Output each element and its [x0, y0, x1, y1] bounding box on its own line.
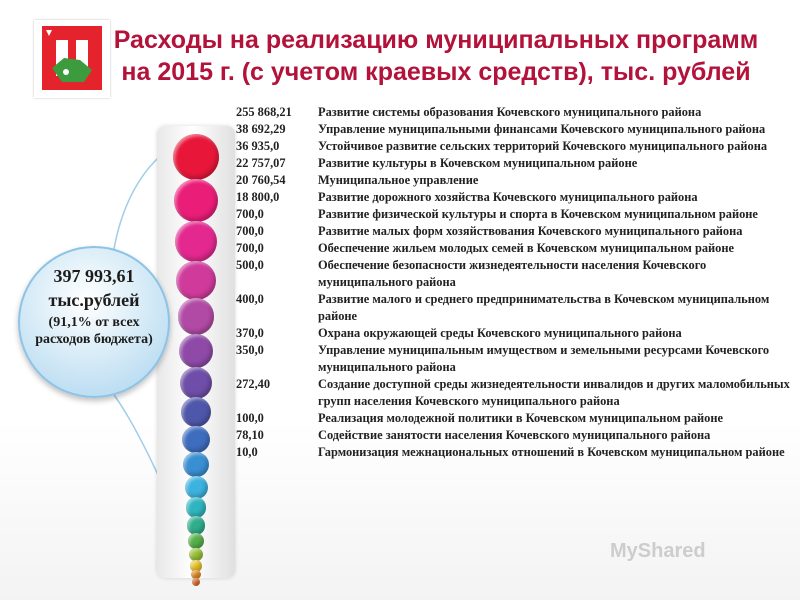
scale-dot — [187, 516, 205, 534]
program-name: Развитие дорожного хозяйства Кочевского муниципального района — [318, 190, 698, 204]
program-value: 255 868,21 — [236, 105, 292, 119]
program-name: Развитие физической культуры и спорта в Кочевском муниципальном районе — [318, 207, 758, 221]
program-row — [236, 223, 792, 240]
program-row — [236, 138, 792, 155]
scale-dot — [183, 452, 208, 477]
program-row — [236, 376, 792, 410]
summary-share: (91,1% от всех расходов бюджета) — [35, 315, 153, 347]
program-value: 700,0 — [236, 207, 264, 221]
program-value: 36 935,0 — [236, 139, 280, 153]
program-value: 38 692,29 — [236, 122, 286, 136]
scale-dot — [181, 397, 211, 427]
program-value: 700,0 — [236, 241, 264, 255]
scale-dot — [182, 426, 210, 454]
program-name: Обеспечение жильем молодых семей в Кочевском муниципальном районе — [318, 241, 735, 255]
program-name: Развитие культуры в Кочевском муниципальном районе — [318, 156, 638, 170]
program-row — [236, 104, 792, 121]
program-row — [236, 240, 792, 257]
scale-dot — [186, 497, 207, 518]
program-row — [236, 155, 792, 172]
program-value: 100,0 — [236, 411, 264, 425]
program-name: Развитие системы образования Кочевского муниципального района — [318, 105, 702, 119]
scale-dot — [176, 261, 215, 300]
summary-bubble — [18, 246, 170, 398]
program-name: Охрана окружающей среды Кочевского муниципального района — [318, 326, 682, 340]
scale-dot — [174, 179, 218, 223]
program-row — [236, 291, 792, 325]
program-row — [236, 427, 792, 444]
program-name: Гармонизация межнациональных отношений в Кочевском муниципальном районе — [318, 445, 785, 459]
program-row — [236, 121, 792, 138]
program-value: 20 760,54 — [236, 173, 286, 187]
scale-dot — [185, 476, 208, 499]
program-row — [236, 342, 792, 376]
program-name: Управление муниципальными финансами Кочевского муниципального района — [318, 122, 766, 136]
program-value: 10,0 — [236, 445, 258, 459]
program-row — [236, 206, 792, 223]
scale-dot — [192, 578, 200, 586]
program-name: Управление муниципальным имуществом и земельными ресурсами Кочевского муниципального района — [318, 343, 770, 374]
title-line-2: на 2015 г. (с учетом краевых средств), тыс. рублей — [121, 58, 751, 86]
scale-dot — [179, 334, 214, 369]
myshared-logo-icon — [610, 540, 706, 563]
scale-dot — [178, 298, 215, 335]
watermark-text: MyShared — [610, 540, 706, 562]
program-row — [236, 410, 792, 427]
program-value: 370,0 — [236, 326, 264, 340]
program-row — [236, 189, 792, 206]
scale-dot — [175, 221, 216, 262]
programs-list — [236, 104, 792, 461]
summary-unit: тыс.рублей — [48, 290, 140, 310]
program-name: Развитие малого и среднего предпринимательства в Кочевском муниципальном районе — [318, 292, 770, 323]
program-name: Обеспечение безопасности жизнедеятельности населения Кочевского муниципального района — [318, 258, 707, 289]
program-value: 78,10 — [236, 428, 264, 442]
program-name: Создание доступной среды жизнедеятельности инвалидов и других маломобильных групп населения Кочевского муниципального района — [318, 377, 790, 408]
title-line-1: Расходы на реализацию муниципальных программ — [113, 26, 759, 54]
program-name: Содействие занятости населения Кочевского муниципального района — [318, 428, 711, 442]
summary-amount: 397 993,61 — [53, 266, 135, 286]
program-value: 350,0 — [236, 343, 264, 357]
program-row — [236, 257, 792, 291]
program-name: Муниципальное управление — [318, 173, 479, 187]
program-value: 400,0 — [236, 292, 264, 306]
program-name: Развитие малых форм хозяйствования Кочевского муниципального района — [318, 224, 743, 238]
program-row — [236, 172, 792, 189]
program-row — [236, 325, 792, 342]
program-value: 272,40 — [236, 377, 271, 391]
program-value: 18 800,0 — [236, 190, 280, 204]
program-value: 500,0 — [236, 258, 264, 272]
scale-dot — [180, 367, 212, 399]
program-value: 22 757,07 — [236, 156, 286, 170]
program-row — [236, 444, 792, 461]
scale-dot — [173, 134, 219, 180]
program-name: Реализация молодежной политики в Кочевском муниципальном районе — [318, 411, 724, 425]
program-value: 700,0 — [236, 224, 264, 238]
program-name: Устойчивое развитие сельских территорий Кочевского муниципального района — [318, 139, 768, 153]
